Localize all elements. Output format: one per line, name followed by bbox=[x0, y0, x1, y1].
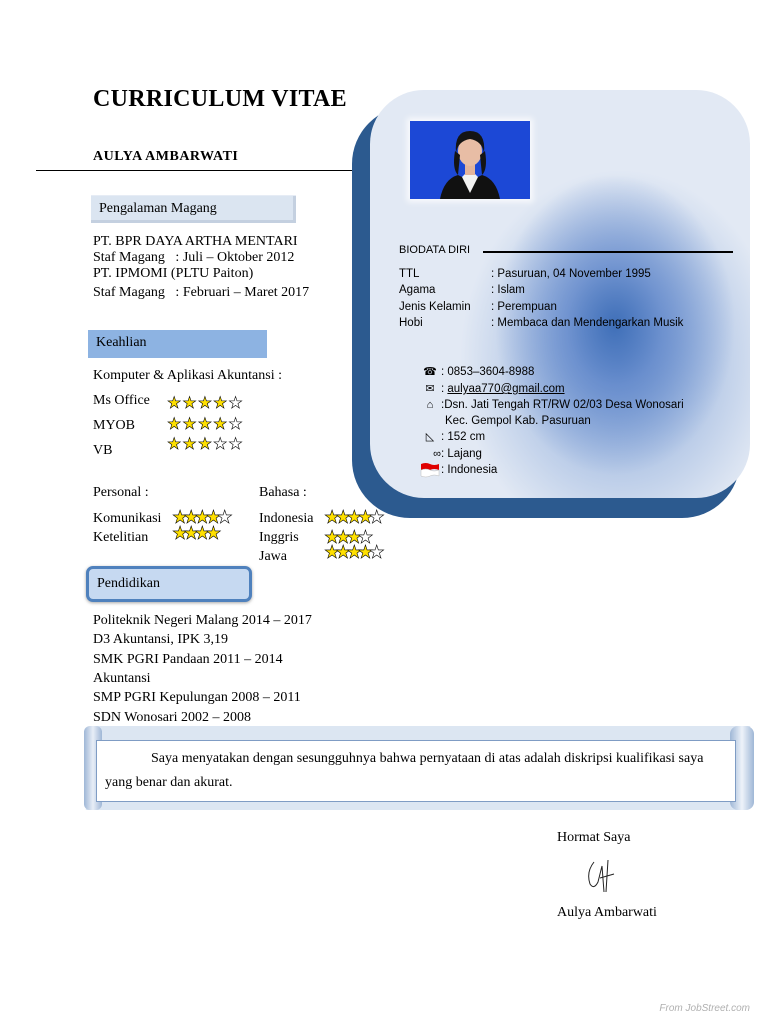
star-filled-icon: ★ bbox=[335, 527, 347, 547]
source-watermark: From JobStreet.com bbox=[659, 1003, 750, 1014]
star-filled-icon: ★ bbox=[213, 395, 229, 412]
status-value: : Lajang bbox=[441, 448, 482, 460]
star-filled-icon: ★ bbox=[205, 523, 217, 543]
nationality-value: : Indonesia bbox=[441, 464, 498, 476]
star-filled-icon: ★ bbox=[183, 523, 195, 543]
star-filled-icon: ★ bbox=[324, 507, 336, 527]
address-line-2: Kec. Gempol Kab. Pasuruan bbox=[445, 415, 591, 427]
star-filled-icon: ★ bbox=[324, 527, 336, 547]
magang-line: Staf Magang : Juli – Oktober 2012 bbox=[93, 250, 295, 265]
flag-icon bbox=[419, 462, 441, 479]
contact-nationality bbox=[419, 462, 497, 479]
signature-mark bbox=[584, 858, 624, 899]
biodata-heading-rule bbox=[483, 251, 733, 253]
statement-text: Saya menyatakan dengan sesungguhnya bahwa pernyataan di atas adalah diskripsi kualifikasi saya yang benar dan akurat. bbox=[105, 751, 704, 790]
star-empty-icon: ★ bbox=[368, 507, 380, 527]
contact-phone bbox=[419, 364, 534, 381]
skill-name: Ms Office bbox=[93, 393, 150, 408]
star-empty-icon: ★ bbox=[213, 436, 229, 453]
bahasa-label: Bahasa : bbox=[259, 485, 307, 500]
star-filled-icon: ★ bbox=[194, 523, 206, 543]
section-heading-pendidikan: Pendidikan bbox=[86, 566, 252, 602]
star-filled-icon: ★ bbox=[205, 507, 217, 527]
star-empty-icon: ★ bbox=[228, 395, 244, 412]
personal-skill-name: Ketelitian bbox=[93, 530, 149, 545]
ring-icon: ∞ bbox=[433, 448, 441, 460]
skill-name: VB bbox=[93, 443, 113, 458]
star-filled-icon: ★ bbox=[172, 523, 184, 543]
pendidikan-line: Akuntansi bbox=[93, 671, 151, 686]
star-filled-icon: ★ bbox=[197, 436, 214, 453]
bahasa-rating bbox=[324, 544, 380, 560]
biodata-value: : Pasuruan, 04 November 1995 bbox=[491, 268, 651, 280]
star-filled-icon: ★ bbox=[335, 542, 347, 562]
star-filled-icon: ★ bbox=[183, 507, 195, 527]
star-filled-icon: ★ bbox=[324, 542, 336, 562]
email-link[interactable]: aulyaa770@gmail.com bbox=[447, 383, 565, 395]
email-icon: ✉ bbox=[425, 383, 435, 395]
phone-icon: ☎ bbox=[423, 366, 437, 378]
skill-rating bbox=[167, 396, 244, 412]
star-filled-icon: ★ bbox=[357, 542, 369, 562]
biodata-label: Agama bbox=[399, 284, 436, 296]
personal-label: Personal : bbox=[93, 485, 149, 500]
bahasa-name: Jawa bbox=[259, 549, 287, 564]
star-filled-icon: ★ bbox=[357, 507, 369, 527]
contact-address bbox=[419, 397, 684, 414]
biodata-label: Jenis Kelamin bbox=[399, 301, 471, 313]
cv-title: CURRICULUM VITAE bbox=[93, 86, 347, 112]
contact-status bbox=[419, 446, 482, 463]
height-value: : 152 cm bbox=[441, 431, 486, 443]
name-divider bbox=[36, 170, 358, 171]
biodata-heading: BIODATA DIRI bbox=[399, 244, 471, 256]
star-empty-icon: ★ bbox=[228, 436, 244, 453]
star-empty-icon: ★ bbox=[368, 542, 380, 562]
personal-skill-name: Komunikasi bbox=[93, 511, 162, 526]
address-line-1: :Dsn. Jati Tengah RT/RW 02/03 Desa Wonosari bbox=[441, 399, 684, 411]
signature-name: Aulya Ambarwati bbox=[557, 905, 657, 920]
profile-photo bbox=[410, 121, 530, 199]
star-empty-icon: ★ bbox=[228, 416, 244, 433]
applicant-name: AULYA AMBARWATI bbox=[93, 149, 239, 164]
star-filled-icon: ★ bbox=[346, 507, 358, 527]
pendidikan-line: SMK PGRI Pandaan 2011 – 2014 bbox=[93, 652, 283, 667]
star-filled-icon: ★ bbox=[182, 395, 198, 412]
bahasa-rating bbox=[324, 509, 380, 525]
bahasa-name: Indonesia bbox=[259, 511, 314, 526]
pendidikan-line: Politeknik Negeri Malang 2014 – 2017 bbox=[93, 613, 312, 628]
biodata-label: Hobi bbox=[399, 317, 423, 329]
section-heading-magang: Pengalaman Magang bbox=[91, 195, 296, 223]
star-filled-icon: ★ bbox=[346, 542, 358, 562]
magang-line: PT. BPR DAYA ARTHA MENTARI bbox=[93, 234, 298, 249]
star-filled-icon: ★ bbox=[346, 527, 358, 547]
pendidikan-line: SMP PGRI Kepulungan 2008 – 2011 bbox=[93, 690, 301, 705]
star-filled-icon: ★ bbox=[182, 436, 198, 453]
biodata-value: : Perempuan bbox=[491, 301, 557, 313]
email-prefix: : bbox=[441, 383, 448, 395]
star-filled-icon: ★ bbox=[194, 507, 206, 527]
phone-value: : 0853–3604-8988 bbox=[441, 366, 535, 378]
contact-height bbox=[419, 429, 485, 446]
star-filled-icon: ★ bbox=[197, 395, 214, 412]
star-empty-icon: ★ bbox=[216, 507, 228, 527]
star-filled-icon: ★ bbox=[167, 436, 183, 453]
star-filled-icon: ★ bbox=[335, 507, 347, 527]
pendidikan-line: D3 Akuntansi, IPK 3,19 bbox=[93, 632, 228, 647]
star-filled-icon: ★ bbox=[167, 395, 183, 412]
star-filled-icon: ★ bbox=[182, 416, 198, 433]
skill-rating bbox=[167, 437, 244, 453]
star-filled-icon: ★ bbox=[197, 416, 214, 433]
contact-email bbox=[419, 381, 565, 398]
section-heading-keahlian: Keahlian bbox=[88, 330, 267, 358]
ruler-icon: ◺ bbox=[425, 431, 435, 443]
star-filled-icon: ★ bbox=[213, 416, 229, 433]
biodata-label: TTL bbox=[399, 268, 420, 280]
home-icon: ⌂ bbox=[426, 399, 434, 411]
personal-skill-rating bbox=[172, 525, 217, 541]
biodata-value: : Membaca dan Mendengarkan Musik bbox=[491, 317, 684, 329]
signature-closing: Hormat Saya bbox=[557, 830, 631, 845]
star-empty-icon: ★ bbox=[357, 527, 369, 547]
skill-rating bbox=[167, 417, 244, 433]
magang-line: PT. IPMOMI (PLTU Paiton) bbox=[93, 266, 254, 281]
star-filled-icon: ★ bbox=[167, 416, 183, 433]
portrait-icon bbox=[410, 121, 530, 199]
magang-line: Staf Magang : Februari – Maret 2017 bbox=[93, 285, 310, 300]
biodata-value: : Islam bbox=[491, 284, 525, 296]
skill-name: MYOB bbox=[93, 418, 136, 433]
statement-box bbox=[96, 740, 736, 802]
star-filled-icon: ★ bbox=[172, 507, 184, 527]
bahasa-name: Inggris bbox=[259, 530, 299, 545]
pendidikan-line: SDN Wonosari 2002 – 2008 bbox=[93, 710, 252, 725]
komputer-label: Komputer & Aplikasi Akuntansi : bbox=[93, 368, 282, 383]
